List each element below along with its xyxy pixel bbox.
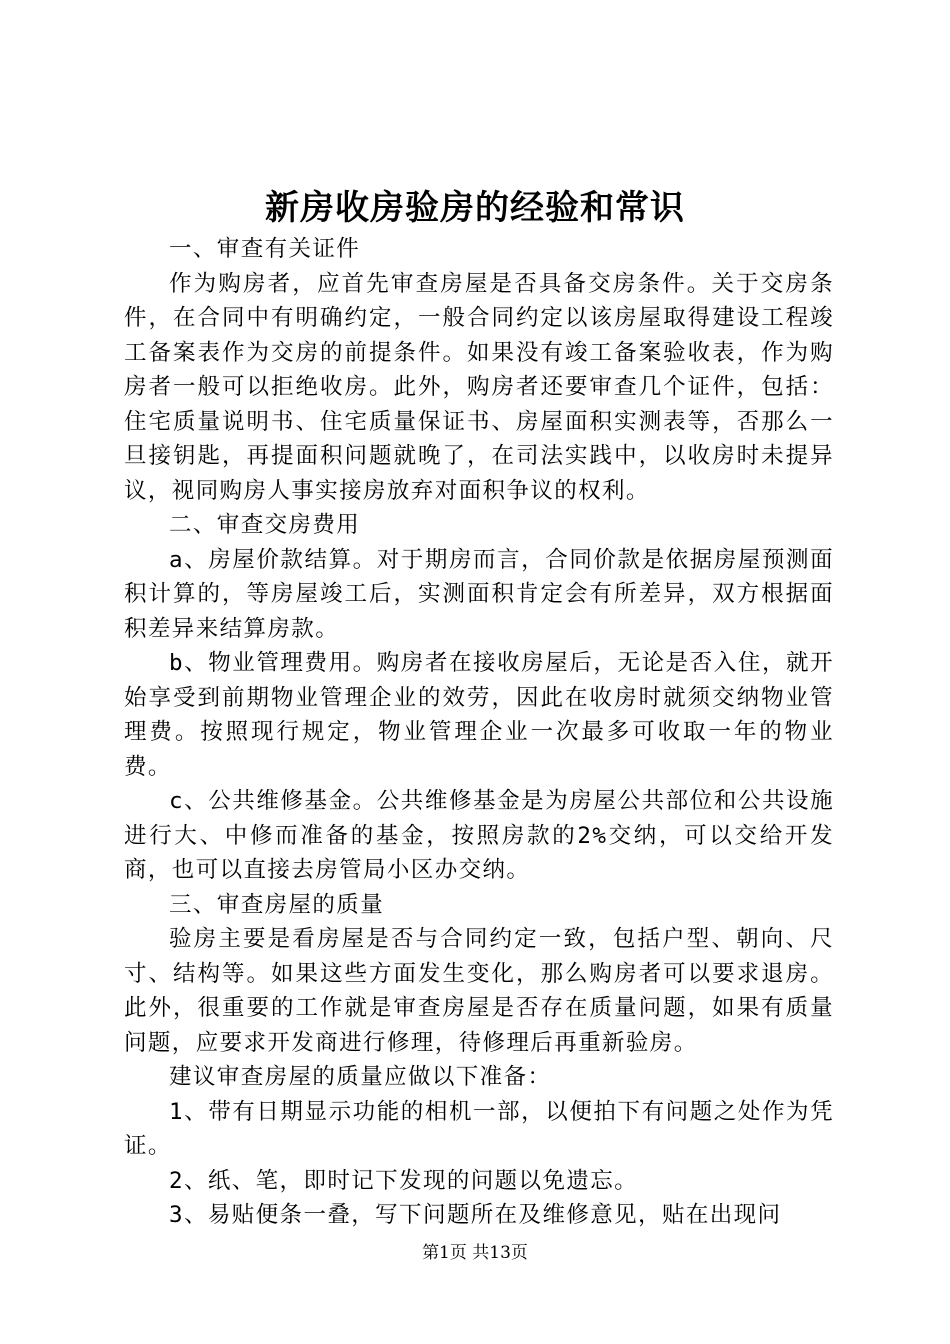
list-item: 1、带有日期显示功能的相机一部，以便拍下有问题之处作为凭证。 xyxy=(124,1098,834,1159)
paragraph: a、房屋价款结算。对于期房而言，合同价款是依据房屋预测面积计算的，等房屋竣工后，实测面积肯定会有所差异，双方根据面积差异来结算房款。 xyxy=(124,546,834,642)
list-item: 3、易贴便条一叠，写下问题所在及维修意见，贴在出现问 xyxy=(169,1202,782,1228)
list-item: 2、纸、笔，即时记下发现的问题以免遗忘。 xyxy=(169,1167,639,1194)
paragraph: b、物业管理费用。购房者在接收房屋后，无论是否入住，就开始享受到前期物业管理企业的效劳，因此在收房时就须交纳物业管理费。按照现行规定，物业管理企业一次最多可收取一年的物业费。 xyxy=(124,650,834,780)
section-heading-2: 二、审查交房费用 xyxy=(169,512,361,538)
paragraph: 验房主要是看房屋是否与合同约定一致，包括户型、朝向、尺寸、结构等。如果这些方面发生变化，那么购房者可以要求退房。此外，很重要的工作就是审查房屋是否存在质量问题，如果有质量问题，应要求开发商进行修理，待修理后再重新验房。 xyxy=(124,926,834,1056)
document-body xyxy=(124,232,834,1233)
paragraph: 作为购房者，应首先审查房屋是否具备交房条件。关于交房条件，在合同中有明确约定，一般合同约定以该房屋取得建设工程竣工备案表作为交房的前提条件。如果没有竣工备案验收表，作为购房者一般可以拒绝收房。此外，购房者还要审查几个证件，包括：住宅质量说明书、住宅质量保证书、房屋面积实测表等，否那么一旦接钥匙，再提面积问题就晚了，在司法实践中，以收房时未提异议，视同购房人事实接房放弃对面积争议的权利。 xyxy=(124,270,834,504)
page-footer: 第1页 共13页 xyxy=(422,1243,528,1263)
document-title: 新房收房验房的经验和常识 xyxy=(265,188,685,228)
section-heading-3: 三、审查房屋的质量 xyxy=(169,891,385,918)
section-heading-1: 一、审查有关证件 xyxy=(169,236,361,262)
paragraph: c、公共维修基金。公共维修基金是为房屋公共部位和公共设施进行大、中修而准备的基金，按照房款的2%交纳，可以交给开发商，也可以直接去房管局小区办交纳。 xyxy=(124,788,834,883)
paragraph: 建议审查房屋的质量应做以下准备： xyxy=(169,1064,552,1090)
